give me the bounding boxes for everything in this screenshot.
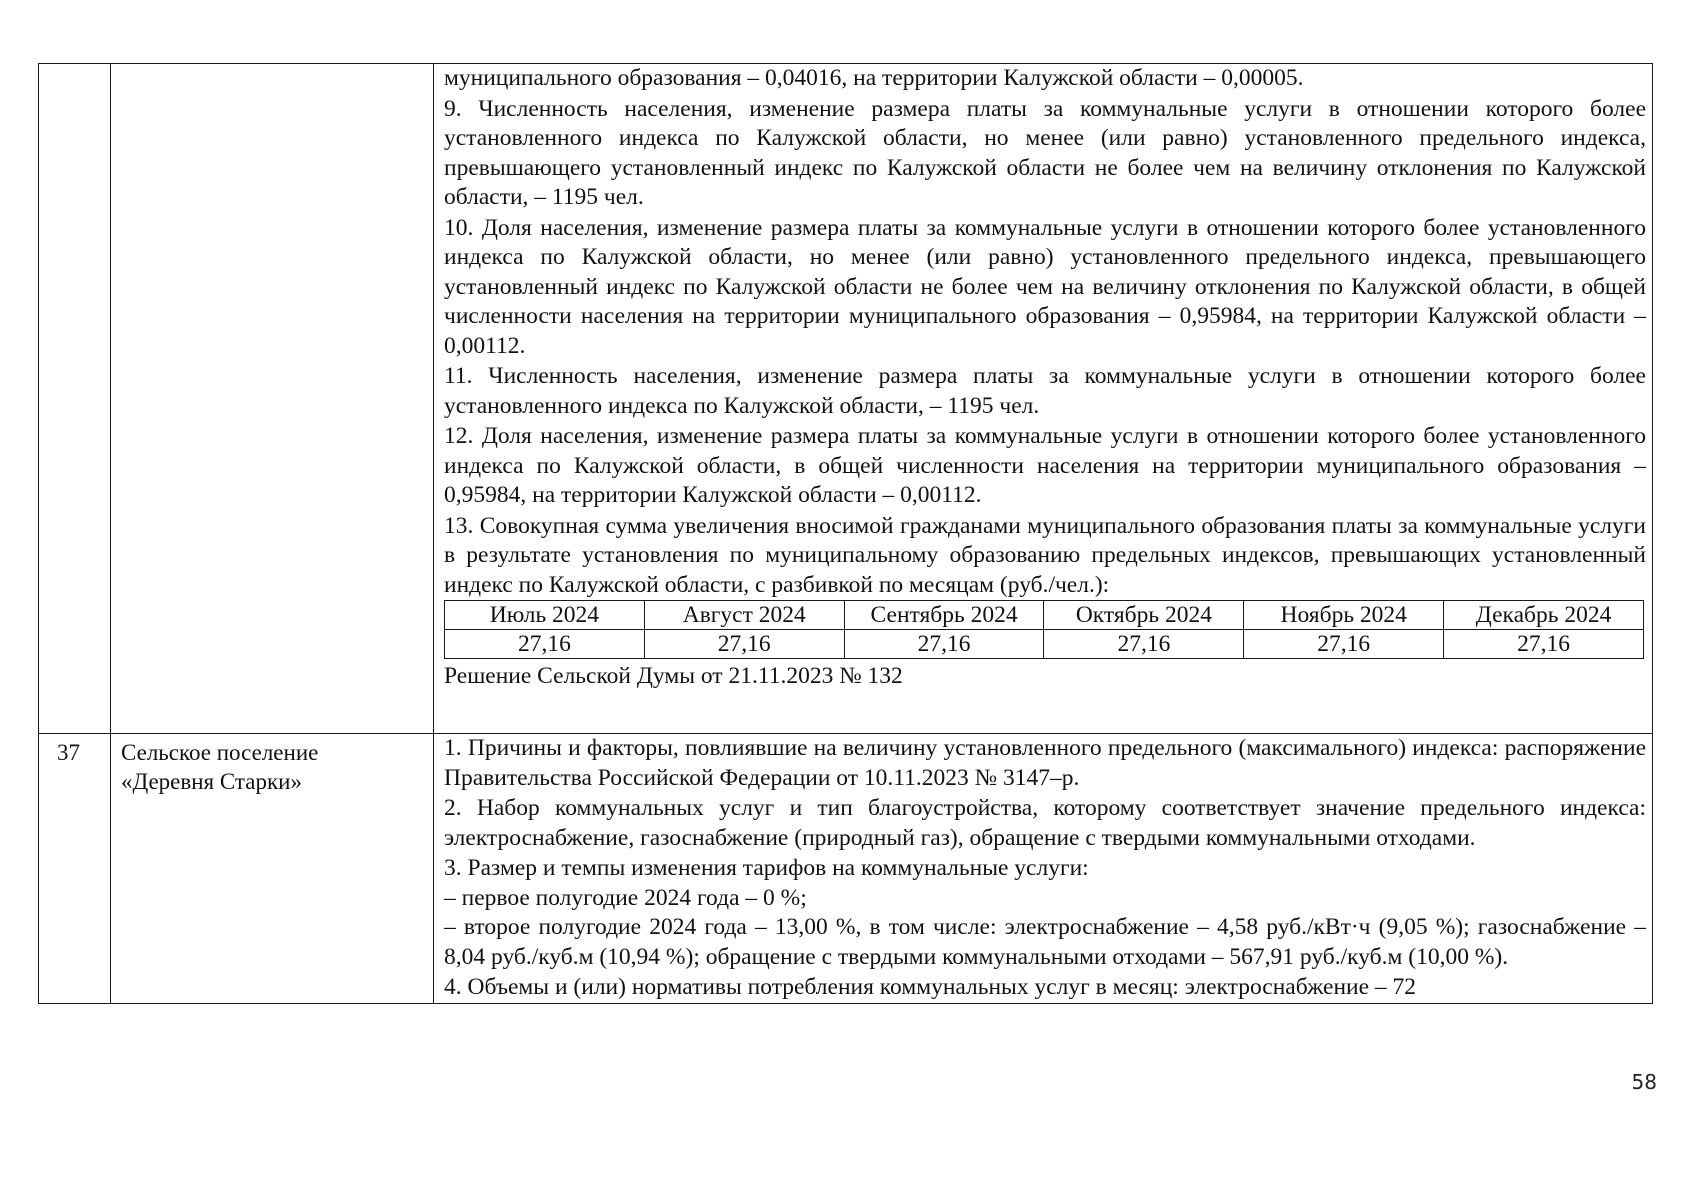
paragraph-10: 10. Доля населения, изменение размера платы за коммунальные услуги в отношении которого более установленного индекса по Калужской области, но менее (или равно) установленного предельного индекса, превышающего установленный индекс по Калужской области не более чем на величину отклонения по Калужской области, в общей численности населения на территории муниципального образования – 0,95984, на территории Калужской области – 0,00112.: [444, 214, 1646, 359]
month-header: Декабрь 2024: [1444, 601, 1644, 630]
paragraph-8-tail: муниципального образования – 0,04016, на территории Калужской области – 0,00005.: [444, 65, 1304, 91]
month-header: Июль 2024: [445, 601, 645, 630]
table-row-37: [39, 734, 1653, 1004]
month-value: 27,16: [844, 630, 1044, 659]
row-number-cell: [39, 734, 111, 1004]
item-2-services: 2. Набор коммунальных услуг и тип благоустройства, которому соответствует значение предельного индекса: электроснабжение, газоснабжение (природный газ), обращение с твердыми коммунальными отходами.: [444, 795, 1646, 851]
month-value: 27,16: [1044, 630, 1244, 659]
municipality-name: [111, 734, 433, 796]
municipality-name-line2: «Деревня Старки»: [121, 769, 302, 794]
municipality-name-cell-empty: [111, 64, 434, 734]
months-header-row: [445, 601, 1644, 630]
tariff-second-half: – второе полугодие 2024 года – 13,00 %, в том числе: электроснабжение – 4,58 руб./кВт·ч (9,05 %); газоснабжение – 8,04 руб./куб.м (10,94 %); обращение с твердыми коммунальными отходами – 567,91 руб./куб.м (10,00 %).: [444, 914, 1646, 970]
item-1-reasons: 1. Причины и факторы, повлиявшие на величину установленного предельного (максимального) индекса: распоряжение Правительства Российской Федерации от 10.11.2023 № 3147–р.: [444, 735, 1646, 791]
details-cell: [434, 64, 1653, 734]
table-row-previous: [39, 64, 1653, 734]
paragraph-12: 12. Доля населения, изменение размера платы за коммунальные услуги в отношении которого более установленного индекса по Калужской области, в общей численности населения на территории муниципального образования – 0,95984, на территории Калужской области – 0,00112.: [444, 423, 1646, 508]
month-header: Ноябрь 2024: [1244, 601, 1444, 630]
row-number: 37: [57, 740, 80, 765]
row-number-cell-empty: [39, 64, 111, 734]
month-value: 27,16: [1444, 630, 1644, 659]
paragraph-11: 11. Численность населения, изменение размера платы за коммунальные услуги в отношении которого более установленного индекса по Калужской области, – 1195 чел.: [444, 363, 1646, 419]
month-value: 27,16: [644, 630, 844, 659]
monthly-sum-table: [444, 600, 1644, 659]
details-cell-37: [434, 734, 1653, 1004]
paragraph-9: 9. Численность населения, изменение размера платы за коммунальные услуги в отношении которого более установленного индекса по Калужской области, но менее (или равно) установленного предельного индекса, превышающего установленный индекс по Калужской области не более чем на величину отклонения по Калужской области, – 1195 чел.: [444, 95, 1646, 210]
tariff-first-half: – первое полугодие 2024 года – 0 %;: [444, 884, 807, 911]
months-values-row: [445, 630, 1644, 659]
month-value: 27,16: [1244, 630, 1444, 659]
municipality-name-cell: [111, 734, 434, 1004]
decision-reference: Решение Сельской Думы от 21.11.2023 № 132: [444, 663, 903, 689]
month-header: Август 2024: [644, 601, 844, 630]
item-3-tariffs: 3. Размер и темпы изменения тарифов на коммунальные услуги:: [444, 855, 1089, 881]
municipal-index-table: [38, 63, 1653, 1004]
month-header: Сентябрь 2024: [844, 601, 1044, 630]
paragraph-13: 13. Совокупная сумма увеличения вносимой гражданами муниципального образования платы за коммунальные услуги в результате установления по муниципальному образованию предельных индексов, превышающих установленный индекс по Калужской области, с разбивкой по месяцам (руб./чел.):: [444, 512, 1646, 598]
municipality-name-line1: Сельское поселение: [121, 740, 319, 765]
month-value: 27,16: [445, 630, 645, 659]
month-header: Октябрь 2024: [1044, 601, 1244, 630]
page-number: 58: [1631, 1070, 1657, 1094]
item-4-volumes: 4. Объемы и (или) нормативы потребления коммунальных услуг в месяц: электроснабжение – 72: [444, 974, 1417, 1000]
